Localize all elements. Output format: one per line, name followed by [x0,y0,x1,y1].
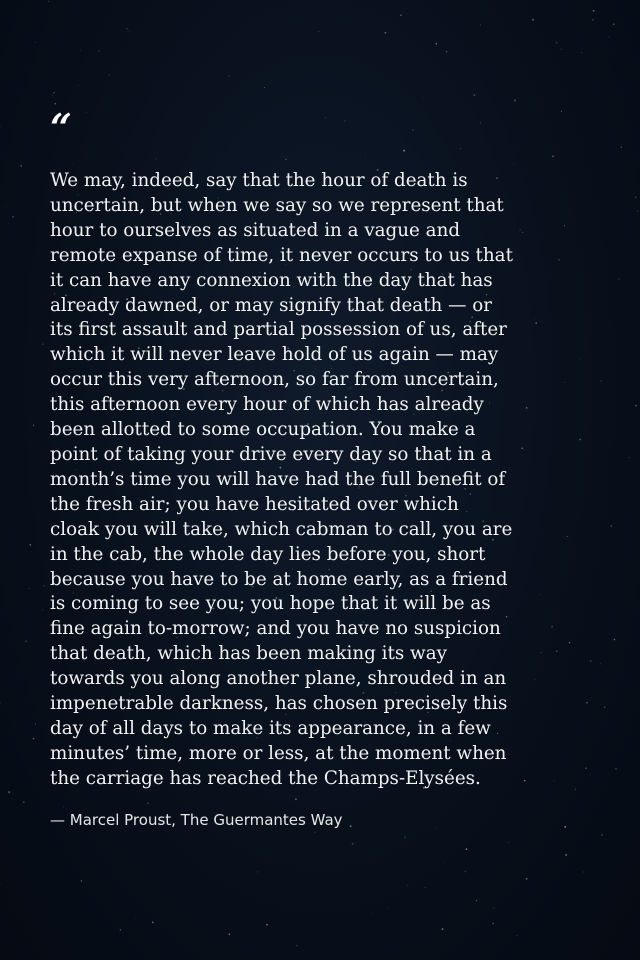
star-dot [78,85,79,86]
star-dot [436,43,438,45]
star-dot [476,900,477,901]
star-dot [0,703,1,704]
star-dot [63,806,64,807]
star-dot [621,147,622,148]
star-dot [296,945,297,946]
star-dot [583,871,584,872]
star-dot [412,129,413,130]
star-dot [86,112,87,113]
star-dot [565,854,567,856]
star-dot [465,871,467,873]
star-dot [350,825,352,827]
star-dot [120,929,121,930]
star-dot [53,92,54,93]
quotation-mark-icon: “ [50,105,72,150]
star-dot [325,117,326,118]
star-dot [5,207,6,208]
star-dot [514,100,516,102]
star-dot [229,933,231,935]
star-dot [387,907,388,908]
star-dot [42,609,43,610]
star-dot [407,885,408,886]
star-dot [556,42,558,44]
star-dot [318,31,319,32]
star-dot [614,639,616,641]
star-dot [129,31,130,32]
star-dot [404,836,406,838]
star-dot [29,544,31,546]
star-dot [443,861,444,862]
star-dot [609,37,610,38]
star-dot [473,94,475,96]
star-dot [635,405,637,407]
star-dot [400,14,402,16]
star-dot [526,878,528,880]
star-dot [480,24,481,25]
star-dot [264,87,265,88]
star-dot [618,278,620,280]
star-dot [48,1,49,2]
star-dot [615,768,617,770]
star-dot [147,803,148,804]
star-dot [344,120,345,121]
star-dot [564,826,566,828]
star-dot [152,921,154,923]
star-dot [316,117,317,118]
star-dot [552,156,554,158]
star-dot [266,924,268,926]
star-dot [460,148,461,149]
star-dot [532,19,534,21]
star-dot [109,75,110,76]
star-dot [72,164,73,165]
star-dot [403,150,405,152]
star-dot [135,918,136,919]
star-dot [12,216,13,217]
star-dot [18,807,19,808]
star-dot [601,834,603,836]
star-dot [295,798,297,800]
star-dot [314,832,316,834]
star-dot [33,738,35,740]
star-dot [516,935,517,936]
star-dot [466,848,468,850]
star-dot [629,457,630,458]
star-dot [508,842,509,843]
star-dot [8,791,10,793]
star-dot [463,862,464,863]
star-dot [23,801,25,803]
quote-attribution: — Marcel Proust, The Guermantes Way [50,811,343,829]
star-dot [610,69,611,70]
star-dot [365,155,366,156]
star-dot [33,425,34,426]
star-dot [52,95,53,96]
star-dot [98,50,99,51]
star-dot [442,928,444,930]
star-dot [513,164,514,165]
star-dot [35,42,36,43]
star-dot [352,843,354,845]
star-dot [285,159,287,161]
star-dot [0,126,1,127]
star-dot [35,723,36,724]
star-dot [446,51,448,53]
star-dot [561,49,562,50]
star-dot [635,197,637,199]
star-dot [9,537,10,538]
star-dot [27,222,28,223]
star-dot [80,50,81,51]
star-dot [611,54,612,55]
star-dot [42,343,43,344]
star-dot [425,887,426,888]
star-dot [581,52,582,53]
star-dot [25,640,27,642]
star-dot [593,10,595,12]
star-dot [126,28,127,29]
star-dot [257,871,259,873]
star-dot [466,842,467,843]
star-dot [156,158,157,159]
star-dot [372,912,373,913]
star-dot [606,671,607,672]
star-dot [435,828,436,829]
star-dot [422,98,423,99]
star-dot [228,75,229,76]
star-dot [492,923,494,925]
star-dot [600,663,601,664]
star-dot [604,707,605,708]
star-dot [81,880,83,882]
star-dot [493,907,494,908]
quote-text: We may, indeed, say that the hour of death is uncertain, but when we say so we represent that hour to ourselves as situated in a vague and remote expanse of time, it never occurs to us that it can have any connexion with the day that has already dawned, or may signify that death — or its first assault and partial possession of us, after which it will never leave hold of us again — may occur this very afternoon, so far from uncertain, this afternoon every hour of which has already been allotted to some occupation. You make a point of taking your drive every day so that in a month’s time you will have had the full benefit of the fresh air; you have hesitated over which cloak you will take, which cabman to call, you are in the cab, the whole day lies before you, short because you have to be at home early, as a friend is coming to see you; you hope that it will be as fine again to-morrow; and you have no suspicion that death, which has been making its way towards you along another plane, shrouded in an impenetrable darkness, has chosen precisely this day of all days to make its appearance, in a few minutes’ time, more or less, at the moment when the carriage has reached the Champs-Elysées. [50,170,513,789]
star-dot [43,585,45,587]
star-dot [601,380,603,382]
star-dot [29,588,30,589]
star-dot [592,19,594,21]
star-dot [20,165,22,167]
star-dot [613,23,615,25]
star-dot [480,122,481,123]
star-dot [384,32,386,34]
star-dot [637,210,638,211]
star-dot [610,525,611,526]
star-dot [0,883,1,884]
star-dot [561,111,562,112]
